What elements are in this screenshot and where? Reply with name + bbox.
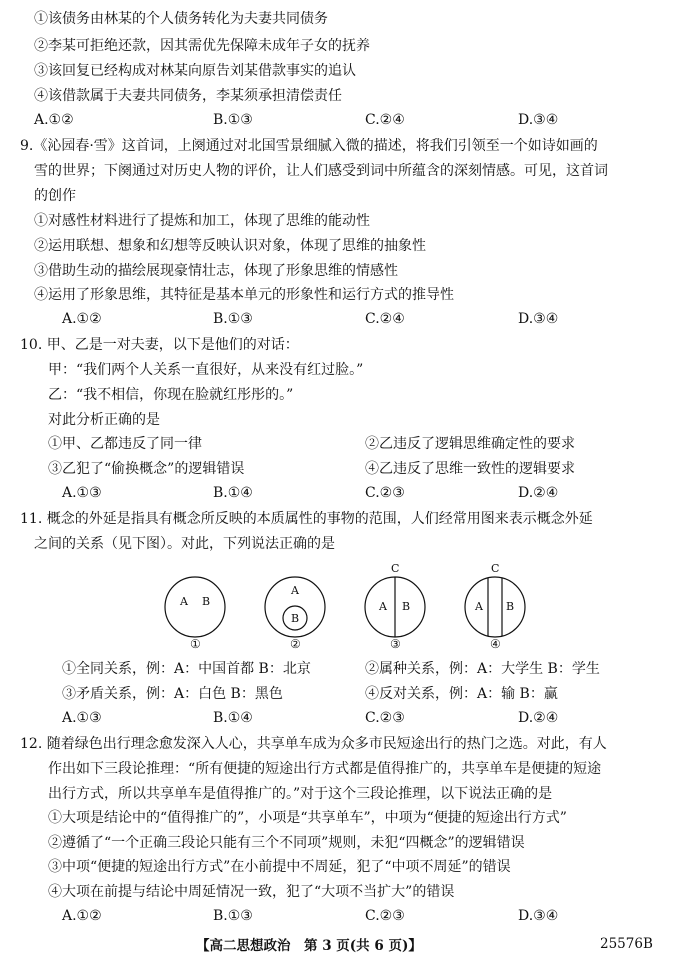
diagram-3-label-b: B <box>402 600 411 613</box>
q11-option-a: A.①③ <box>62 710 102 726</box>
q12-option-c: C.②③ <box>365 908 405 924</box>
q11-item-3: ③矛盾关系，例：A：白色 B：黑色 <box>62 686 283 702</box>
q9-item-1: ①对感性材料进行了提炼和加工，体现了思维的能动性 <box>34 213 370 229</box>
q11-option-d: D.②④ <box>518 710 559 726</box>
diagram-1-label-b: B <box>202 595 211 608</box>
q11-stem-line-2: 之间的关系（见下图）。对此，下列说法正确的是 <box>34 536 335 552</box>
q10-option-b: B.①④ <box>213 485 253 501</box>
q9-item-4: ④运用了形象思维，其特征是基本单元的形象性和运行方式的推导性 <box>34 287 454 303</box>
q9-item-2: ②运用联想、想象和幻想等反映认识对象，体现了思维的抽象性 <box>34 238 426 254</box>
q8-item-2: ②李某可拒绝还款，因其需优先保障未成年子女的抚养 <box>34 38 370 54</box>
diagram-4-circle <box>465 577 525 637</box>
diagram-3-label-a: A <box>379 600 387 613</box>
q10-stem-line-1: 10. 甲、乙是一对夫妻，以下是他们的对话： <box>20 337 299 353</box>
q11-option-c: C.②③ <box>365 710 405 726</box>
q11-item-1: ①全同关系，例：A：中国首都 B：北京 <box>62 661 311 677</box>
q12-stem-line-1: 12. 随着绿色出行理念愈发深入人心，共享单车成为众多市民短途出行的热门之选。对此，有人 <box>20 736 607 752</box>
q10-item-2: ②乙违反了逻辑思维确定性的要求 <box>365 436 575 452</box>
q12-stem-line-3: 出行方式，所以共享单车是值得推广的。”对于这个三段论推理，以下说法正确的是 <box>48 786 553 802</box>
diagram-1-number: ① <box>190 637 201 651</box>
q10-dialogue-yi: 乙：“我不相信，你现在脸就红彤彤的。” <box>48 387 294 403</box>
q9-stem-line-1: 9.《沁园春·雪》这首词，上阕通过对北国雪景细腻入微的描述，将我们引领至一个如诗如画的 <box>20 138 598 154</box>
diagram-4-label-a: A <box>475 600 483 613</box>
q8-item-1: ①该债务由林某的个人债务转化为夫妻共同债务 <box>34 11 328 27</box>
diagram-4-number: ④ <box>490 637 501 651</box>
q10-item-3: ③乙犯了“偷换概念”的逻辑错误 <box>48 461 245 477</box>
q12-stem-line-2: 作出如下三段论推理：“所有便捷的短途出行方式都是值得推广的，共享单车是便捷的短途 <box>48 761 602 777</box>
q9-option-b: B.①③ <box>213 311 253 327</box>
q10-option-a: A.①③ <box>62 485 102 501</box>
q10-stem-line-4: 对此分析正确的是 <box>48 412 160 428</box>
q11-item-4: ④反对关系，例：A：输 B：赢 <box>365 686 558 702</box>
q12-item-1: ①大项是结论中的“值得推广的”，小项是“共享单车”，中项为“便捷的短途出行方式” <box>48 810 567 826</box>
q10-dialogue-jia: 甲：“我们两个人关系一直很好，从来没有红过脸。” <box>48 362 364 378</box>
diagram-2-label-a: A <box>291 584 299 597</box>
q12-item-4: ④大项在前提与结论中周延情况一致，犯了“大项不当扩大”的错误 <box>48 884 455 900</box>
q8-option-b: B.①③ <box>213 112 253 128</box>
diagram-4-label-c: C <box>491 562 500 575</box>
diagram-3-number: ③ <box>390 637 401 651</box>
diagram-4-label-b: B <box>506 600 515 613</box>
diagram-1-label-a: A <box>180 595 188 608</box>
diagram-2-label-b: B <box>291 612 300 625</box>
q10-item-4: ④乙违反了思维一致性的逻辑要求 <box>365 461 575 477</box>
q10-option-d: D.②④ <box>518 485 559 501</box>
q11-stem-line-1: 11. 概念的外延是指具有概念所反映的本质属性的事物的范围，人们经常用图来表示概念外延 <box>20 511 593 527</box>
q12-option-d: D.③④ <box>518 908 559 924</box>
diagram-1-circle <box>165 577 225 637</box>
q10-item-1: ①甲、乙都违反了同一律 <box>48 436 202 452</box>
q8-option-a: A.①② <box>34 112 74 128</box>
q8-option-c: C.②④ <box>365 112 405 128</box>
page-footer-label: 【高二思想政治 第 3 页(共 6 页)】 <box>196 938 422 954</box>
q9-option-c: C.②④ <box>365 311 405 327</box>
q8-item-4: ④该借款属于夫妻共同债务，李某须承担清偿责任 <box>34 88 342 104</box>
q9-stem-line-2: 雪的世界；下阕通过对历史人物的评价，让人们感受到词中所蕴含的深刻情感。可见，这首词 <box>34 163 608 179</box>
concept-extension-figure <box>150 562 535 652</box>
q10-option-c: C.②③ <box>365 485 405 501</box>
diagram-3-label-c: C <box>391 562 400 575</box>
q9-option-d: D.③④ <box>518 311 559 327</box>
diagram-2-number: ② <box>290 637 301 651</box>
q9-stem-line-3: 的创作 <box>34 188 76 204</box>
q11-item-2: ②属种关系，例：A：大学生 B：学生 <box>365 661 600 677</box>
q9-item-3: ③借助生动的描绘展现豪情壮志，体现了形象思维的情感性 <box>34 263 398 279</box>
q8-item-3: ③该回复已经构成对林某向原告刘某借款事实的追认 <box>34 63 356 79</box>
q12-item-2: ②遵循了“一个正确三段论只能有三个不同项”规则，未犯“四概念”的逻辑错误 <box>48 835 525 851</box>
q12-option-b: B.①③ <box>213 908 253 924</box>
q8-option-d: D.③④ <box>518 112 559 128</box>
q12-item-3: ③中项“便捷的短途出行方式”在小前提中不周延，犯了“中项不周延”的错误 <box>48 859 511 875</box>
q9-option-a: A.①② <box>62 311 102 327</box>
q12-option-a: A.①② <box>62 908 102 924</box>
paper-code: 25576B <box>600 936 653 952</box>
q11-option-b: B.①④ <box>213 710 253 726</box>
